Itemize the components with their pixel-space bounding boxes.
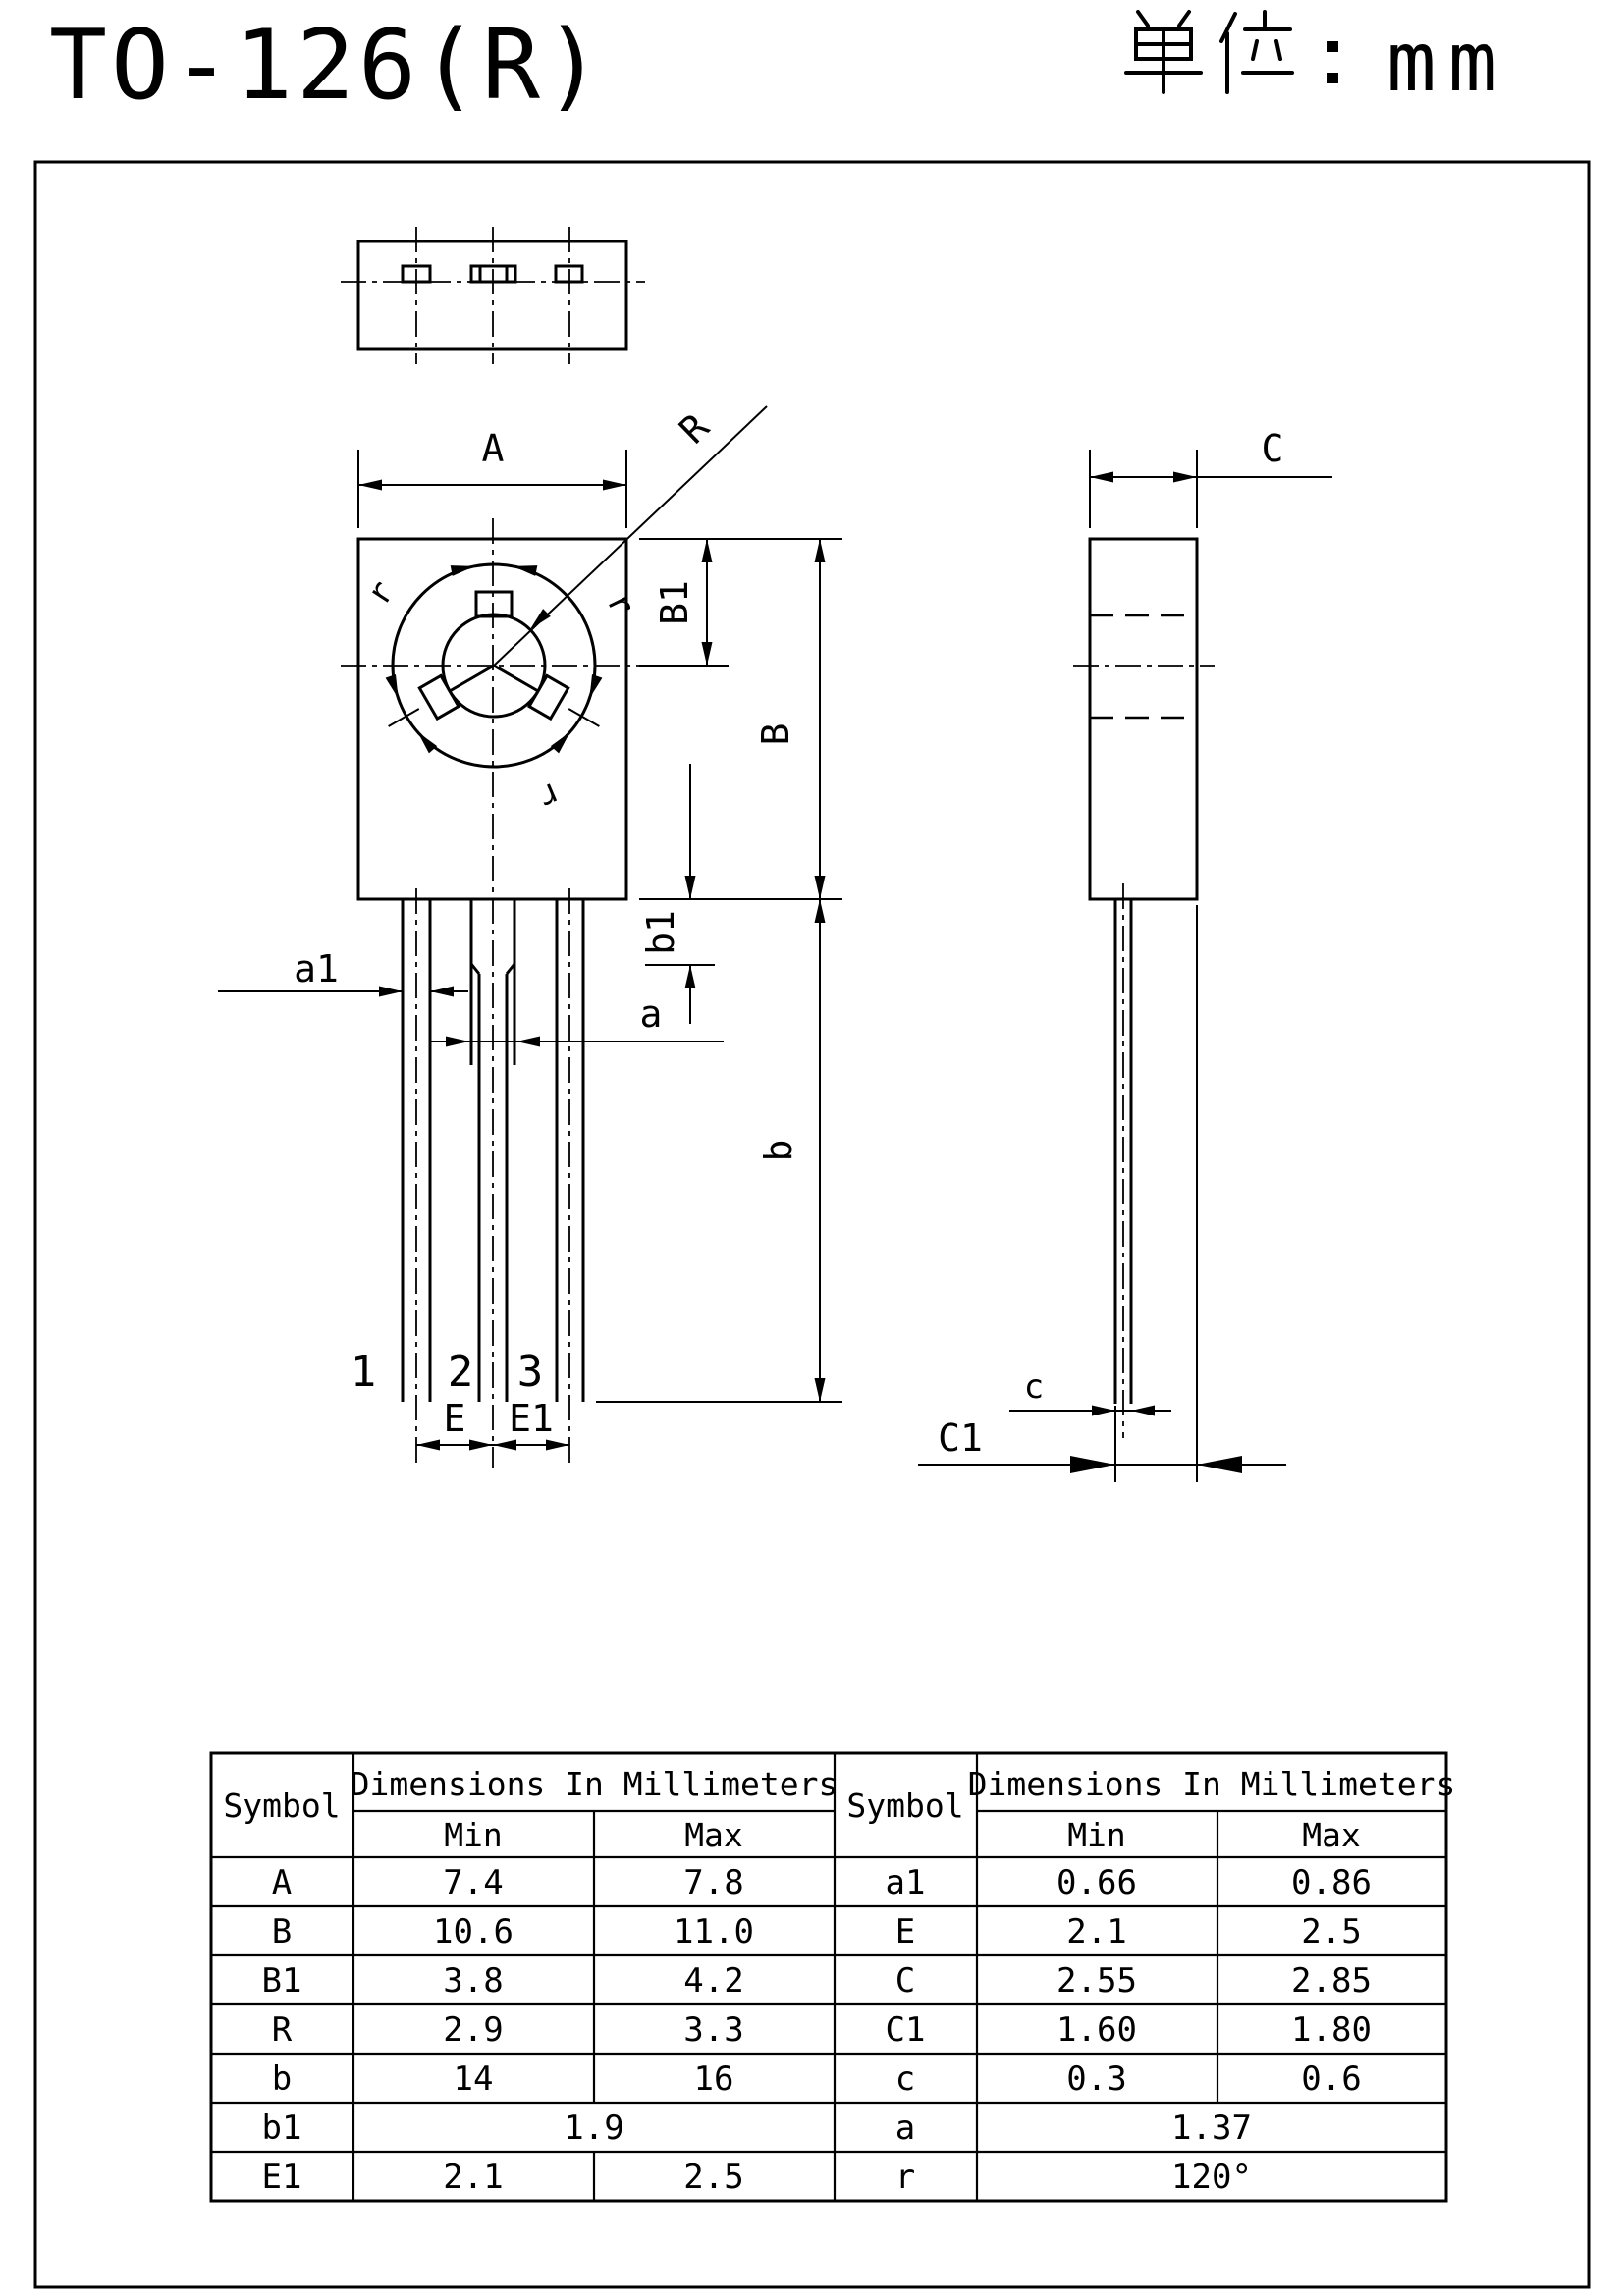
svg-text:a1: a1 <box>885 1863 926 1902</box>
svg-text:a: a <box>894 2109 916 2148</box>
table-row <box>895 2059 1362 2099</box>
svg-text:120°: 120° <box>1171 2158 1252 2197</box>
pin-number-1: 1 <box>350 1347 377 1397</box>
svg-text:B1: B1 <box>261 1961 302 2001</box>
table-row <box>895 1961 1372 2001</box>
front-dimensions <box>218 427 842 1451</box>
table-header-symbol-left: Symbol <box>223 1787 341 1825</box>
svg-text:E1: E1 <box>261 2158 302 2197</box>
table-row <box>895 2109 1252 2148</box>
angle-label-r-bottom: r <box>533 773 568 818</box>
svg-text:1.60: 1.60 <box>1056 2010 1137 2050</box>
svg-text:14: 14 <box>453 2059 494 2099</box>
svg-text:C: C <box>894 1961 916 2001</box>
svg-text:4.2: 4.2 <box>683 1961 744 2001</box>
svg-text:0.66: 0.66 <box>1056 1863 1137 1902</box>
table-row <box>272 1863 744 1902</box>
dim-label-B1: B1 <box>653 580 696 625</box>
dim-label-b1: b1 <box>639 910 682 955</box>
page-title: TO-126(R) <box>49 10 607 122</box>
svg-text:b: b <box>271 2059 293 2099</box>
table-row <box>886 2010 1372 2050</box>
dim-label-C1: C1 <box>938 1416 983 1460</box>
dim-label-C: C <box>1261 427 1284 470</box>
table-header-dimensions-left: Dimensions In Millimeters <box>350 1765 839 1803</box>
svg-text:7.4: 7.4 <box>443 1863 504 1902</box>
svg-text:3.8: 3.8 <box>443 1961 504 2001</box>
dim-label-A: A <box>481 427 505 470</box>
dim-label-c: c <box>1023 1367 1045 1407</box>
svg-text:2.1: 2.1 <box>443 2158 504 2197</box>
side-dimensions <box>918 427 1332 1482</box>
front-view <box>341 405 767 1468</box>
dimensions-table <box>211 1753 1455 2201</box>
table-row <box>272 2059 734 2099</box>
pin-number-3: 3 <box>516 1347 544 1397</box>
dim-label-a1: a1 <box>294 947 339 990</box>
unit-label <box>1126 12 1509 110</box>
front-tab-top <box>476 592 512 616</box>
table-row <box>272 1912 754 1951</box>
svg-text:c: c <box>894 2059 916 2099</box>
table-row <box>272 2010 744 2050</box>
svg-text:0.6: 0.6 <box>1301 2059 1362 2099</box>
svg-text:1.37: 1.37 <box>1171 2109 1252 2148</box>
top-view <box>341 227 645 364</box>
svg-text:2.5: 2.5 <box>683 2158 744 2197</box>
table-header-max-right: Max <box>1302 1816 1361 1854</box>
front-tab-bottom-right <box>485 650 568 719</box>
table-row <box>262 2109 624 2148</box>
svg-text:r: r <box>894 2158 916 2197</box>
svg-text:16: 16 <box>693 2059 734 2099</box>
table-row <box>886 1863 1372 1902</box>
unit-colon <box>1327 41 1338 83</box>
svg-text:1.9: 1.9 <box>564 2109 624 2148</box>
table-header-min-left: Min <box>444 1816 503 1854</box>
pin-number-2: 2 <box>447 1347 474 1397</box>
dim-label-R: R <box>671 404 718 453</box>
side-body <box>1090 539 1197 899</box>
svg-text:1.80: 1.80 <box>1291 2010 1372 2050</box>
dim-label-a: a <box>639 992 663 1036</box>
unit-cjk-glyphs <box>1126 12 1292 92</box>
svg-text:2.9: 2.9 <box>443 2010 504 2050</box>
dim-label-B: B <box>754 722 797 746</box>
svg-text:B: B <box>271 1912 293 1951</box>
front-tab-bottom-left <box>419 650 503 719</box>
dim-label-E1: E1 <box>509 1397 554 1440</box>
svg-text:2.5: 2.5 <box>1301 1912 1362 1951</box>
svg-text:7.8: 7.8 <box>683 1863 744 1902</box>
svg-text:C1: C1 <box>885 2010 926 2050</box>
table-row <box>262 2158 744 2197</box>
svg-text:0.3: 0.3 <box>1066 2059 1127 2099</box>
table-row <box>895 2158 1252 2197</box>
svg-text:b1: b1 <box>261 2109 302 2148</box>
table-header-max-left: Max <box>684 1816 743 1854</box>
svg-text:0.86: 0.86 <box>1291 1863 1372 1902</box>
angle-label-r-right: r <box>598 586 643 622</box>
angle-label-r-left: r <box>358 573 404 613</box>
table-row <box>262 1961 744 2001</box>
svg-text:R: R <box>271 2010 293 2050</box>
table-row <box>895 1912 1362 1951</box>
svg-text:2.1: 2.1 <box>1066 1912 1127 1951</box>
svg-text:3.3: 3.3 <box>683 2010 744 2050</box>
dim-label-E: E <box>443 1397 466 1440</box>
svg-text:A: A <box>271 1863 293 1902</box>
unit-mm-text: mm <box>1386 14 1510 110</box>
svg-text:2.55: 2.55 <box>1056 1961 1137 2001</box>
svg-text:E: E <box>894 1912 916 1951</box>
side-view <box>1073 539 1215 1438</box>
svg-text:2.85: 2.85 <box>1291 1961 1372 2001</box>
svg-text:11.0: 11.0 <box>674 1912 754 1951</box>
table-header-dimensions-right: Dimensions In Millimeters <box>967 1765 1456 1803</box>
table-header-min-right: Min <box>1067 1816 1126 1854</box>
dim-label-b: b <box>757 1139 800 1162</box>
svg-text:10.6: 10.6 <box>433 1912 514 1951</box>
table-header-symbol-right: Symbol <box>846 1787 964 1825</box>
